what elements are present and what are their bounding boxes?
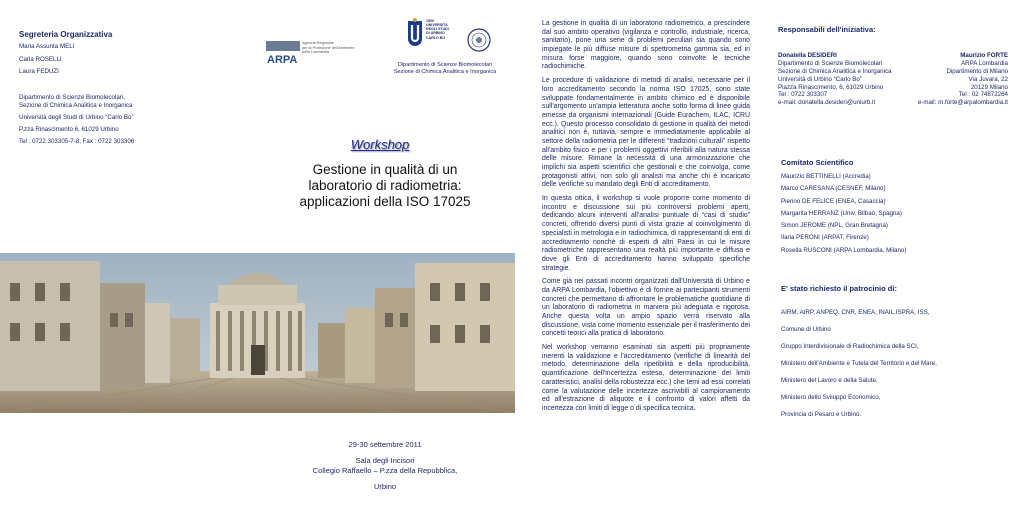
secretariat-names bbox=[19, 43, 74, 81]
university-text-line: DEGLI STUDI bbox=[426, 27, 449, 32]
university-logo-text bbox=[426, 19, 449, 40]
patrocinio-item: Ministero dell'Ambiente e Tutela del Territorio e del Mare, bbox=[781, 360, 937, 367]
arpa-text-line: per la Protezione dell'Ambiente bbox=[302, 45, 355, 50]
department-caption-line: Sezione di Chimica Analitica e Inorganica bbox=[393, 68, 497, 75]
description-paragraph: Come già nei passati incontri organizzati dall'Università di Urbino e da ARPA Lombardia, l'obiettivo è di fornire ai partecipanti strumenti concreti che permettano di affrontare le problematiche quotidiane di un laboratorio di radiometria in maniera più adeguata e rigorosa. Anche questa volta un ampio spazio verrà riservato alla discussione, vista come momento essenziale per il trasferimento dei concetti teorici alla pratica di laboratorio. bbox=[542, 278, 750, 338]
patrocinio-item: Ministero dello Sviluppo Economico, bbox=[781, 394, 881, 401]
university-text-line: DI URBINO bbox=[426, 31, 445, 36]
university-logo bbox=[406, 17, 496, 57]
address-line: Sezione di Chimica Analitica e Inorganica bbox=[19, 102, 133, 110]
secretariat-name: Carla ROSELLI bbox=[19, 55, 62, 63]
arpa-logo-text bbox=[302, 41, 368, 55]
address-line: Dipartimento di Scienze Biomolecolari, bbox=[19, 94, 125, 101]
arpa-mark-text: ARPA bbox=[267, 54, 298, 65]
arpa-logo bbox=[266, 37, 368, 67]
comitato-heading: Comitato Scientifico bbox=[781, 158, 854, 167]
secretariat-heading: Segreteria Organizzativa bbox=[19, 30, 113, 39]
resp-right-line: Dipartimento di Milano bbox=[946, 67, 1008, 75]
title-line: Gestione in qualità di un bbox=[312, 162, 458, 177]
resp-right-name: Maurizio FORTE bbox=[960, 52, 1008, 59]
resp-left-line: Dipartimento di Scienze Biomolecolari bbox=[778, 59, 883, 67]
comitato-member: Ilaria PERONI (ARPAT, Firenze) bbox=[781, 234, 869, 242]
resp-left-email[interactable]: e-mail: donatella.desideri@uniurb.it bbox=[778, 99, 876, 107]
event-venue-address: Collegio Raffaello – P.zza della Repubblica, bbox=[312, 466, 458, 475]
university-emblem-icon bbox=[406, 17, 496, 57]
comitato-member: Rosella RUSCONI (ARPA Lombardia, Milano) bbox=[781, 246, 907, 254]
arpa-logo-icon bbox=[266, 41, 300, 65]
resp-right-line: 20129 Milano bbox=[970, 83, 1008, 91]
title-line: laboratorio di radiometria: bbox=[308, 178, 462, 194]
patrocinio-item: Provincia di Pesaro e Urbino. bbox=[781, 411, 862, 418]
resp-right-line: ARPA Lombardia bbox=[960, 59, 1008, 67]
description-paragraph: La gestione in qualità di un laboratorio radiometrico, a prescindere dal suo ambito operativo (vigilanza e controllo, industriale, ricerca, sanitario), pone una serie di problemi peculiari sia quando sono impiegate le più diffuse misure di spettrometria gamma sia, ed in misura forse maggiore, quando sono coinvolte le tecniche radiochimiche. bbox=[542, 20, 750, 71]
comitato-member: Margarita HERRANZ (Univ. Bilbao, Spagna) bbox=[781, 209, 902, 217]
resp-left-line: Sezione di Chimica Analitica e Inorganica bbox=[778, 67, 892, 75]
comitato-block bbox=[781, 158, 981, 259]
secretariat-name: Maria Assunta MELI bbox=[19, 43, 75, 50]
resp-left-line: Università di Urbino “Carlo Bo” bbox=[778, 75, 862, 83]
event-city: Urbino bbox=[373, 482, 397, 491]
arpa-text-line: Agenzia Regionale bbox=[302, 41, 334, 45]
comitato-member: Maurizio BETTINELLI (Accredia) bbox=[781, 173, 871, 180]
responsabili-heading: Responsabili dell'iniziativa: bbox=[778, 25, 876, 34]
secretariat-address bbox=[19, 94, 134, 146]
comitato-member: Pierino DE FELICE (ENEA, Casaccia) bbox=[781, 197, 886, 205]
title-line: applicazioni della ISO 17025 bbox=[299, 194, 471, 210]
resp-right-email[interactable]: e-mail: m.forte@arpalombardia.it bbox=[917, 99, 1008, 107]
patrocinio-heading: E' stato richiesto il patrocinio di: bbox=[781, 284, 897, 293]
responsabili-block bbox=[778, 52, 1008, 107]
resp-left-line: Piazza Rinascimento, 6, 61029 Urbino bbox=[778, 83, 884, 91]
resp-left-line: Tel : 0722 303307 bbox=[778, 91, 828, 99]
event-venue: Sala degli Incisori bbox=[355, 456, 415, 465]
contact-line: Tel : 0722 303305-7-8; Fax : 0722 303306 bbox=[19, 138, 135, 146]
department-caption bbox=[380, 62, 510, 76]
university-text-line: UNIVERSITÀ bbox=[426, 23, 448, 28]
description-paragraph: Nel workshop verranno esaminati sia aspetti più propriamente inerenti la validazione e l'accreditamento (verifiche di linearità del metodo, determinazione della ripetibilità e della riproducibilità, quantificazione dell'incertezza estesa, determinazione dei limiti caratteristici, analisi della robustezza ecc.) che temi ad essi correlati come la valutazione delle incertezze ascrivibili al campionamento ed all'estrazione di aliquote e il confronto di valori affetti da incertezza con limiti di legge o di specifica tecnica. bbox=[542, 344, 750, 412]
description-paragraph: In questa ottica, il workshop si vuole proporre come momento di incontro e discussione sui più controversi problemi aperti, dedicando alcuni interventi all'analisi puntuale di “casi di studio” concreti, offrendo diversi punti di vista grazie al coinvolgimento di specialisti in metrologia e in radiochimica, di rappresentanti di enti di accreditamento nonchè di esperti di altri Paesi in cui le misure radiometriche rappresentano una realtà più importante e diffusa e dove gli Enti di accreditamento hanno sviluppato specifiche strategie. bbox=[542, 195, 750, 272]
resp-left-name: Donatella DESIDERI bbox=[778, 52, 837, 59]
resp-right-line: Tel : 02 74872264 bbox=[958, 91, 1008, 99]
workshop-title bbox=[265, 162, 505, 211]
workshop-label: Workshop bbox=[350, 137, 410, 152]
address-line: P.zza Rinascimento 6, 61029 Urbino bbox=[19, 126, 119, 134]
comitato-member: Marco CARESANA (CESNEF, Milano) bbox=[781, 185, 886, 193]
department-caption-line: Dipartimento di Scienze Biomolecolari bbox=[397, 62, 493, 68]
university-text-line: 1506 bbox=[426, 19, 434, 23]
patrocinio-item: Gruppo Interdivisionale di Radiochimica della SCI, bbox=[781, 343, 919, 350]
resp-right-line: Via Juvara, 22 bbox=[968, 75, 1008, 83]
patrocinio-item: Ministero del Lavoro e della Salute, bbox=[781, 377, 878, 384]
arpa-text-line: della Lombardia bbox=[302, 50, 330, 55]
patrocinio-list bbox=[781, 309, 1001, 428]
description-paragraph: Le procedure di validazione di metodi di analisi, necessarie per il loro accreditamento secondo la norma ISO 17025, sono state sviluppate fondamentalmente in ambito chimico ed è disponibile sull'argomento un'ampia letteratura anche sotto forma di linee guida emesse da organismi internazionali (Guide Eurachem, ILAC, ICRU ecc.). Questo processo consolidato di gestione in qualità dei metodi analitici non è, tuttavia, sempre e immediatamente applicabile al settore della radiometria per le differenti “tradizioni culturali” rispetto all'ambito fisico e per i problemi oggettivi riferibili alla natura stessa delle misure. Rimane la necessità di una armonizzazione che implichi sia aspetti scientifici che gestionali e che coinvolga, come protagonisti attivi, non solo gli analisti ma anche chi è incaricato delle verifiche su mandato degli Enti di accreditamento. bbox=[542, 77, 750, 189]
event-dates: 29-30 settembre 2011 bbox=[348, 440, 422, 449]
secretariat-name: Laura FEDUZI bbox=[19, 68, 59, 75]
address-line: Università degli Studi di Urbino “Carlo Bo” bbox=[19, 114, 134, 122]
ideal-city-painting bbox=[0, 253, 515, 413]
description-text bbox=[542, 20, 750, 419]
patrocinio-item: Comune di Urbino bbox=[781, 326, 831, 333]
comitato-member: Simon JEROME (NPL, Gran Bretagna) bbox=[781, 222, 888, 230]
patrocinio-item: AIRM, AIRP, ANPEQ, CNR, ENEA, INAIL,ISPRA, ISS, bbox=[781, 309, 930, 316]
university-text-line: CARLO BO bbox=[426, 35, 446, 40]
